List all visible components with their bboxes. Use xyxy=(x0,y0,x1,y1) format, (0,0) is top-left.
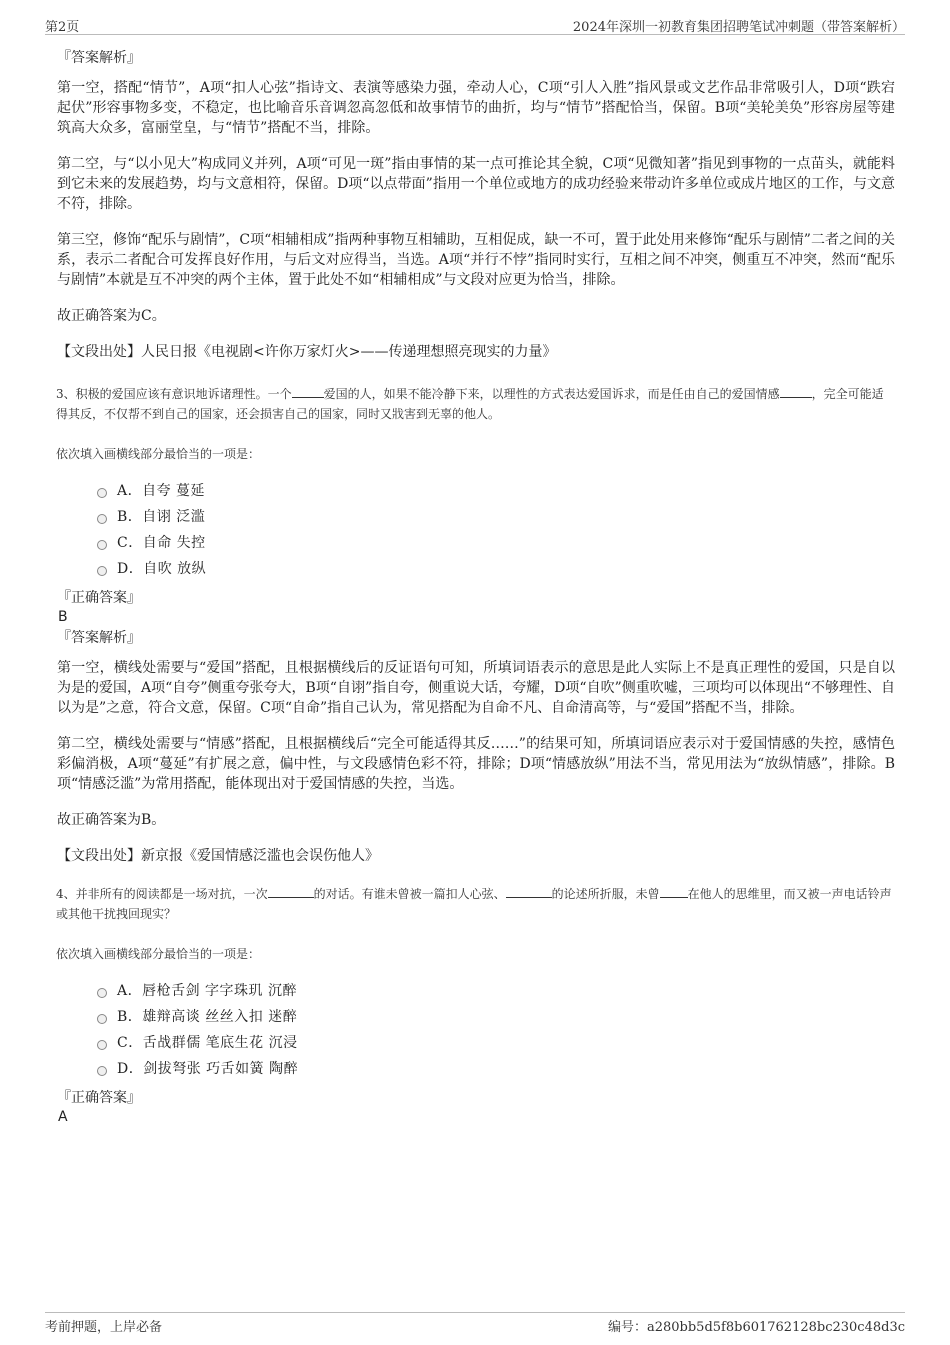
section-prev-analysis xyxy=(57,48,895,362)
correct-answer: A xyxy=(58,1109,68,1125)
question-prompt: 依次填入画横线部分最恰当的一项是： xyxy=(56,947,261,961)
radio-icon[interactable] xyxy=(97,514,107,524)
fill-blank xyxy=(268,884,314,898)
question-text: 4、并非所有的阅读都是一场对抗，一次 的对话。有谁未曾被一篇扣人心弦、 的论述所折服，未曾 在他人的思维里，而又被一声电话铃声或其他干扰拽回现实？ xyxy=(56,884,895,924)
analysis-conclusion: 故正确答案为C。 xyxy=(57,308,166,324)
source-citation: 【文段出处】人民日报《电视剧<许你万家灯火>——传递理想照亮现实的力量》 xyxy=(57,344,557,360)
radio-icon[interactable] xyxy=(97,1040,107,1050)
footer-slogan: 考前押题，上岸必备 xyxy=(45,1320,163,1335)
radio-icon[interactable] xyxy=(97,1014,107,1024)
option-c[interactable]: C．舌战群儒 笔底生花 沉浸 xyxy=(97,1030,895,1056)
fill-blank xyxy=(660,884,688,898)
correct-answer-label: 『正确答案』 xyxy=(57,1090,141,1106)
fill-blank xyxy=(780,384,812,398)
fill-blank xyxy=(292,384,324,398)
question-3 xyxy=(57,384,895,866)
option-c[interactable]: C．自命 失控 xyxy=(97,530,895,556)
radio-icon[interactable] xyxy=(97,1066,107,1076)
option-b[interactable]: B．自诩 泛滥 xyxy=(97,504,895,530)
option-b[interactable]: B．雄辩高谈 丝丝入扣 迷醉 xyxy=(97,1004,895,1030)
radio-icon[interactable] xyxy=(97,540,107,550)
option-a[interactable]: A．自夸 蔓延 xyxy=(97,478,895,504)
document-title: 2024年深圳一初教育集团招聘笔试冲刺题（带答案解析） xyxy=(572,20,905,35)
analysis-conclusion: 故正确答案为B。 xyxy=(57,812,166,828)
options-list xyxy=(97,478,895,582)
page-header xyxy=(45,14,905,35)
fill-blank xyxy=(506,884,552,898)
source-citation: 【文段出处】新京报《爱国情感泛滥也会误伤他人》 xyxy=(57,848,379,864)
analysis-label: 『答案解析』 xyxy=(57,630,141,646)
radio-icon[interactable] xyxy=(97,566,107,576)
page-number: 第2页 xyxy=(45,20,80,35)
analysis-paragraph: 第二空，横线处需要与“情感”搭配，且根据横线后“完全可能适得其反……”的结果可知，所填词语应表示对于爱国情感的失控，感情色彩偏消极，A项“蔓延”有扩展之意，偏中性，与文段感情色彩不符，排除；D项“情感放纵”用法不当，常见用法为“放纵情感”，排除。B项“情感泛滥”为常用搭配，能体现出对于爱国情感的失控，当选。 xyxy=(57,736,895,792)
document-id: 编号：a280bb5d5f8b601762128bc230c48d3c xyxy=(607,1320,905,1335)
page-footer xyxy=(45,1312,905,1335)
question-4 xyxy=(57,884,895,1126)
option-a[interactable]: A．唇枪舌剑 字字珠玑 沉醉 xyxy=(97,978,895,1004)
question-text: 3、积极的爱国应该有意识地诉诸理性。一个 爱国的人，如果不能冷静下来，以理性的方式表达爱国诉求，而是任由自己的爱国情感 ，完全可能适得其反，不仅帮不到自己的国家，还会损害自己的国家，同时又戕害到无辜的他人。 xyxy=(56,384,895,424)
options-list xyxy=(97,978,895,1082)
analysis-paragraph: 第三空，修饰“配乐与剧情”，C项“相辅相成”指两种事物互相辅助，互相促成，缺一不可，置于此处用来修饰“配乐与剧情”二者之间的关系，表示二者配合可发挥良好作用，与后文对应得当，当选。A项“并行不悖”指同时实行，互相之间不冲突，侧重互不冲突，然而“配乐与剧情”本就是互不冲突的两个主体，置于此处不如“相辅相成”与文段对应更为恰当，排除。 xyxy=(57,232,895,288)
radio-icon[interactable] xyxy=(97,988,107,998)
analysis-paragraph: 第一空，横线处需要与“爱国”搭配，且根据横线后的反证语句可知，所填词语表示的意思是此人实际上不是真正理性的爱国，只是自以为是的爱国，A项“自夸”侧重夸张夸大，B项“自诩”指自夸，侧重说大话，夸耀，D项“自吹”侧重吹嘘，三项均可以体现出“不够理性、自以为是”之意，符合文意，保留。C项“自命”指自己认为，常见搭配为自命不凡、自命清高等，与“爱国”搭配不当，排除。 xyxy=(57,660,895,716)
analysis-paragraph: 第二空，与“以小见大”构成同义并列，A项“可见一斑”指由事情的某一点可推论其全貌，C项“见微知著”指见到事物的一点苗头，就能料到它未来的发展趋势，均与文意相符，保留。D项“以点带面”指用一个单位或地方的成功经验来带动许多单位或成片地区的工作，与文意不符，排除。 xyxy=(57,156,895,212)
option-d[interactable]: D．剑拔弩张 巧舌如簧 陶醉 xyxy=(97,1056,895,1082)
correct-answer: B xyxy=(58,609,68,625)
correct-answer-label: 『正确答案』 xyxy=(57,590,141,606)
document-body xyxy=(57,48,895,1126)
analysis-label: 『答案解析』 xyxy=(57,50,141,66)
option-d[interactable]: D．自吹 放纵 xyxy=(97,556,895,582)
radio-icon[interactable] xyxy=(97,488,107,498)
question-prompt: 依次填入画横线部分最恰当的一项是： xyxy=(56,447,261,461)
analysis-paragraph: 第一空，搭配“情节”，A项“扣人心弦”指诗文、表演等感染力强，牵动人心，C项“引人入胜”指风景或文艺作品非常吸引人，D项“跌宕起伏”形容事物多变，不稳定，也比喻音乐音调忽高忽低和故事情节的曲折，均与“情节”搭配恰当，保留。B项“美轮美奂”形容房屋等建筑高大众多，富丽堂皇，与“情节”搭配不当，排除。 xyxy=(57,80,895,136)
